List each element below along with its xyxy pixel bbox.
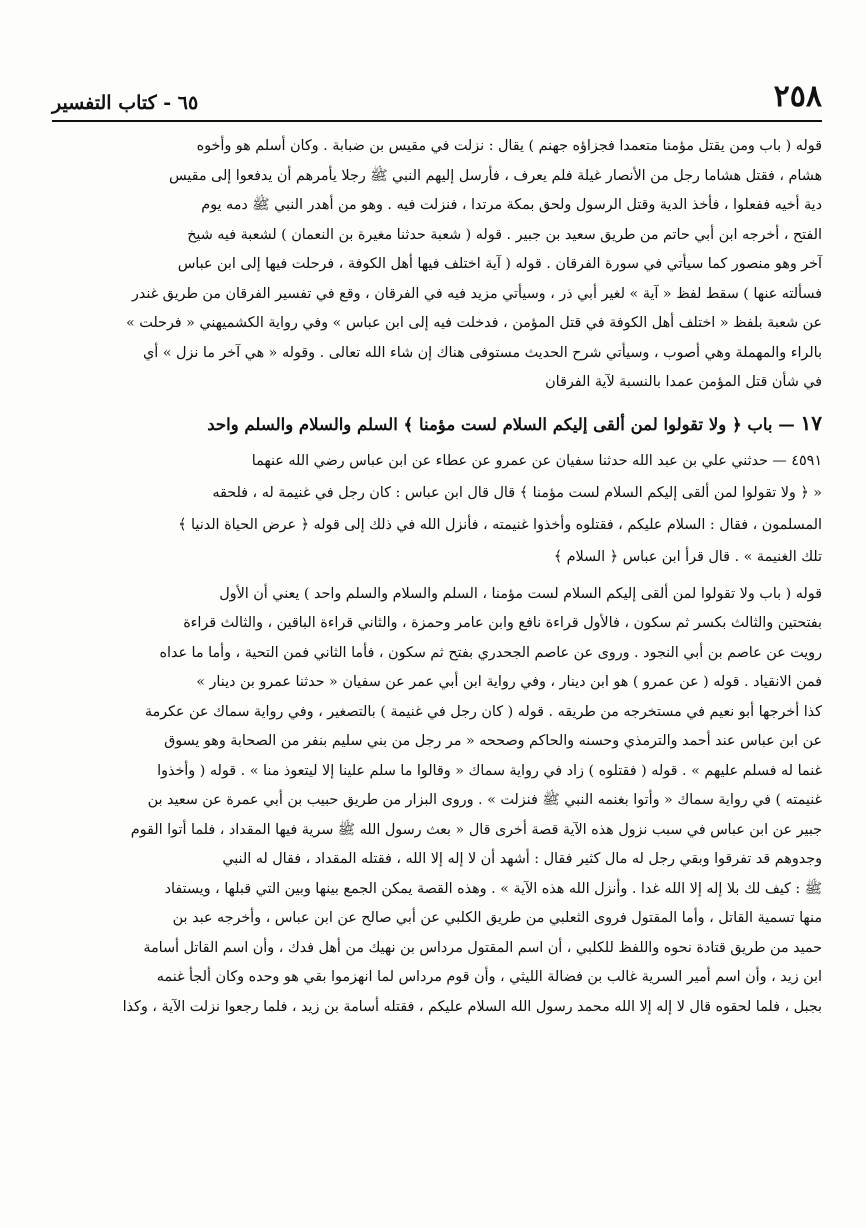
text-line: غنما له فسلم عليهم » . قوله ( فقتلوه ) زاد في رواية سماك « وقالوا ما سلم علينا إلا ليتعوذ منا » . قوله ( وأخذوا <box>157 762 822 779</box>
document-page <box>52 78 822 1022</box>
text-line: ﷺ : كيف لك بلا إله إلا الله غدا . وأنزل الله هذه الآية » . وهذه القصة يمكن الجمع بينها وبين التي قبلها ، ويستفاد <box>164 880 822 897</box>
page-number: ٢٥٨ <box>773 79 822 114</box>
text-line: فمن الانقياد . قوله ( عن عمرو ) هو ابن دينار ، وفي رواية ابن أبي عمر عن سفيان « حدثنا عمرو بن دينار » <box>196 674 822 690</box>
hadith-line: « ﴿ ولا تقولوا لمن ألقى إليكم السلام لست مؤمنا ﴾ قال قال ابن عباس : كان رجل في غنيمة له ، فلحقه <box>212 484 822 501</box>
text-line: عن شعبة بلفظ « اختلف أهل الكوفة في قتل المؤمن ، فدخلت فيه إلى ابن عباس » وفي رواية الكشميهني « فرحلت » <box>125 315 822 331</box>
hadith-line: ٤٥٩١ — حدثني علي بن عبد الله حدثنا سفيان عن عمرو عن عطاء عن ابن عباس رضي الله عنهما <box>251 452 822 469</box>
page-header <box>52 78 822 114</box>
text-line: في شأن قتل المؤمن عمدا بالنسبة لآية الفرقان <box>545 374 822 390</box>
hadith-line: المسلمون ، فقال : السلام عليكم ، فقتلوه وأخذوا غنيمته ، فأنزل الله في ذلك إلى قوله ﴿ عرض الحياة الدنيا ﴾ <box>178 516 822 533</box>
text-line: هشام ، فقتل هشاما رجل من الأنصار غيلة فلم يعرف ، فأرسل إليهم النبي ﷺ رجلا يأمرهم أن يدفعوا إلى مقيس <box>169 167 822 184</box>
text-line: منها تسمية القاتل ، وأما المقتول فروى الثعلبي من طريق الكلبي عن أبي صالح عن ابن عباس ، وأخرجه عبد بن <box>172 910 822 926</box>
hadith-line: تلك الغنيمة » . قال قرأ ابن عباس ﴿ السلام ﴾ <box>553 548 822 565</box>
header-rule <box>52 120 822 122</box>
text-line: جبير عن ابن عباس في سبب نزول هذه الآية قصة أخرى قال « بعث رسول الله ﷺ سرية فيها المقداد ، فلما أتوا القوم <box>130 821 822 838</box>
text-line: دية أخيه ففعلوا ، فأخذ الدية وقتل الرسول ولحق بمكة مرتدا ، فنزلت فيه . وهو من أهدر النبي ﷺ دمه يوم <box>201 197 822 213</box>
section-spacer <box>52 572 822 580</box>
text-line: الفتح ، أخرجه ابن أبي حاتم من طريق سعيد بن جبير . قوله ( شعبة حدثنا مغيرة بن النعمان ) لشعبة فيه شيخ <box>187 226 822 243</box>
text-line: بفتحتين والثالث بكسر ثم سكون ، فالأول قراءة نافع وابن عامر وحمزة ، والثاني قراءة الباقين ، والثالث قراءة <box>183 615 822 631</box>
chapter-title: — باب ﴿ ولا تقولوا لمن ألقى إليكم السلام لست مؤمنا ﴾ السلم والسلام والسلم واحد <box>207 414 795 434</box>
text-line: آخر وهو منصور كما سيأتي في سورة الفرقان . قوله ( آية اختلف فيها أهل الكوفة ، فرحلت فيها إلى ابن عباس <box>177 256 822 272</box>
commentary-section-2 <box>52 580 822 1023</box>
text-line: رويت عن عاصم بن أبي النجود . وروى عن عاصم الجحدري بفتح ثم سكون ، فأما الثاني فمن التحية ، وأما ما عداه <box>159 644 822 661</box>
text-line: وجدوهم قد تفرقوا وبقي رجل له مال كثير فقال : أشهد أن لا إله إلا الله ، فقتله المقداد ، فقال له النبي <box>222 851 822 867</box>
text-line: بالراء والمهملة وهي أصوب ، وسيأتي شرح الحديث مستوفى هناك إن شاء الله تعالى . وقوله « هي آخر ما نزل » أي <box>143 344 822 361</box>
text-line: قوله ( باب ومن يقتل مؤمنا متعمدا فجزاؤه جهنم ) يقال : نزلت في مقيس بن ضبابة . وكان أسلم هو وأخوه <box>196 138 822 154</box>
chapter-number: ١٧ <box>800 410 822 435</box>
text-line: ابن زيد ، وأن اسم أمير السرية غالب بن فضالة الليثي ، وأن قوم مرداس لما انهزموا بقي هو وحده وكان ألجأ غنمه <box>156 969 822 985</box>
text-line: قوله ( باب ولا تقولوا لمن ألقى إليكم السلام لست مؤمنا ، السلم والسلام والسلم واحد ) يعني أن الأول <box>219 585 822 602</box>
hadith-section <box>52 446 822 572</box>
text-line: عن ابن عباس عند أحمد والترمذي وحسنه والحاكم وصححه « مر رجل من بني سليم بنفر من الصحابة وهو يسوق <box>164 733 822 749</box>
text-line: حميد من طريق قتادة نحوه واللفظ للكلبي ، أن اسم المقتول مرداس بن نهيك من أهل فدك ، وأن اسم القاتل أسامة <box>143 939 822 956</box>
text-line: فسألته عنها ) سقط لفظ « آية » لغير أبي ذر ، وسيأتي مزيد فيه في الفرقان ، وقع في تفسير الفرقان من طريق غندر <box>131 285 822 302</box>
running-title: ٦٥ - كتاب التفسير <box>52 92 199 114</box>
text-line: غنيمته ) في رواية سماك « وأتوا بغنمه النبي ﷺ فنزلت » . وروى البزار من طريق حبيب بن أبي عمرة عن سعيد بن <box>147 792 822 808</box>
chapter-heading <box>52 408 822 440</box>
commentary-section-1 <box>52 132 822 398</box>
text-line: بجبل ، فلما لحقوه قال لا إله إلا الله محمد رسول الله السلام عليكم ، فقتله أسامة بن زيد ، فلما رجعوا نزلت الآية ، وكذا <box>122 998 822 1015</box>
text-line: كذا أخرجها أبو نعيم في مستخرجه من طريقه . قوله ( كان رجل في غنيمة ) بالتصغير ، وفي رواية سماك عن عكرمة <box>144 703 822 720</box>
